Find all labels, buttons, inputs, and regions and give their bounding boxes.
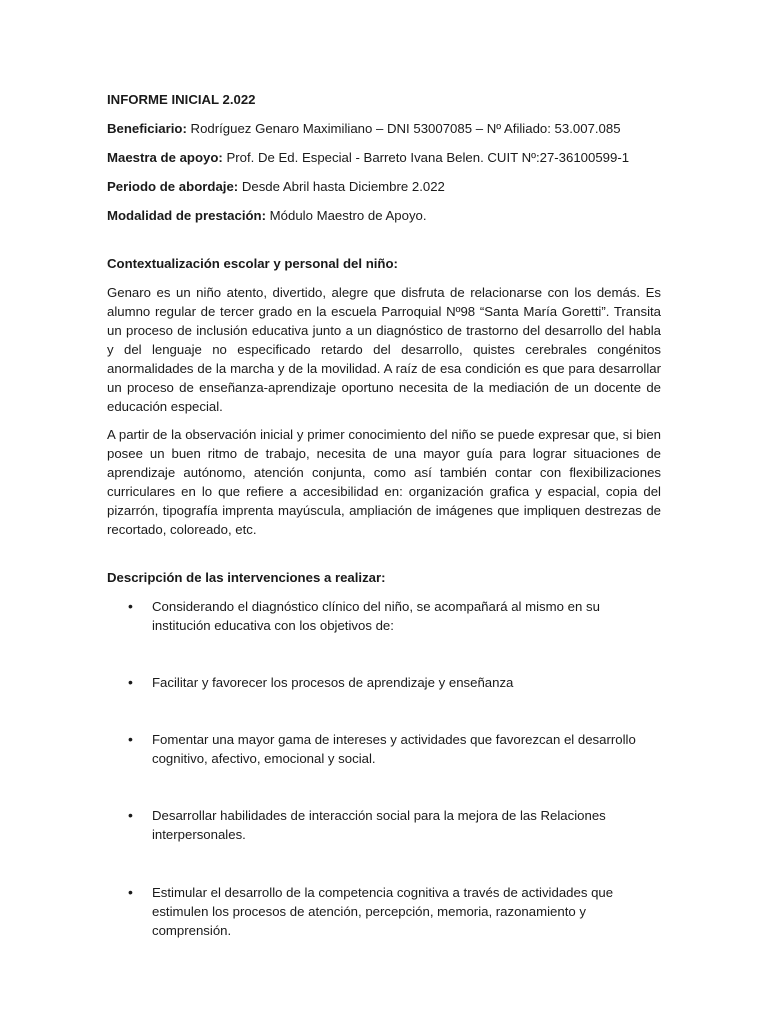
bullet-icon: • bbox=[128, 674, 133, 690]
bullet-icon: • bbox=[128, 731, 133, 747]
field-maestra-de-apoyo bbox=[107, 149, 661, 167]
context-heading: Contextualización escolar y personal del niño: bbox=[107, 256, 398, 271]
bullet-icon: • bbox=[128, 884, 133, 900]
field-periodo-de-abordaje bbox=[107, 178, 661, 196]
field-modalidad-de-prestacion bbox=[107, 207, 661, 225]
list-item bbox=[107, 730, 661, 768]
interventions-list bbox=[107, 597, 661, 940]
field-value: Prof. De Ed. Especial - Barreto Ivana Belen. CUIT Nº:27-36100599-1 bbox=[222, 150, 630, 165]
field-label: Periodo de abordaje: bbox=[107, 179, 239, 194]
field-beneficiario bbox=[107, 120, 661, 138]
list-item bbox=[107, 883, 661, 940]
field-value: Módulo Maestro de Apoyo. bbox=[266, 208, 427, 223]
list-item bbox=[107, 673, 661, 692]
list-item-text: Considerando el diagnóstico clínico del niño, se acompañará al mismo en su institución educativa con los objetivos de: bbox=[152, 599, 600, 633]
list-item bbox=[107, 597, 661, 635]
field-label: Beneficiario: bbox=[107, 121, 187, 136]
list-item-text: Desarrollar habilidades de interacción social para la mejora de las Relaciones interpersonales. bbox=[152, 808, 606, 842]
field-value: Desde Abril hasta Diciembre 2.022 bbox=[238, 179, 445, 194]
list-item-text: Facilitar y favorecer los procesos de aprendizaje y enseñanza bbox=[152, 675, 514, 690]
list-item-text: Fomentar una mayor gama de intereses y actividades que favorezcan el desarrollo cognitivo, afectivo, emocional y social. bbox=[152, 732, 636, 766]
bullet-icon: • bbox=[128, 598, 133, 614]
interventions-heading: Descripción de las intervenciones a realizar: bbox=[107, 570, 386, 585]
context-paragraph-2: A partir de la observación inicial y primer conocimiento del niño se puede expresar que, si bien posee un buen ritmo de trabajo, necesita de una mayor guía para lograr situaciones de aprendizaje autónomo, atención conjunta, como así también contar con flexibilizaciones curriculares en lo que refiere a accesibilidad en: organización grafica y espacial, copia del pizarrón, tipografía imprenta mayúscula, ampliación de imágenes que impliquen destrezas de recortado, coloreado, etc. bbox=[107, 427, 661, 537]
field-label: Modalidad de prestación: bbox=[107, 208, 267, 223]
list-item bbox=[107, 806, 661, 844]
context-paragraph-1: Genaro es un niño atento, divertido, alegre que disfruta de relacionarse con los demás. Es alumno regular de tercer grado en la escuela Parroquial Nº98 “Santa María Goretti”. Transita un proceso de inclusión educativa junto a un diagnóstico de trastorno del desarrollo del habla y del lenguaje no especificado retardo del desarrollo, quistes cerebrales congénitos anormalidades de la marcha y de la movilidad. A raíz de esa condición es que para desarrollar un proceso de enseñanza-aprendizaje oportuno necesita de la mediación de un docente de educación especial. bbox=[107, 285, 661, 414]
list-item-text: Estimular el desarrollo de la competencia cognitiva a través de actividades que estimulen los procesos de atención, percepción, memoria, razonamiento y comprensión. bbox=[152, 885, 614, 938]
field-value: Rodríguez Genaro Maximiliano – DNI 53007085 – Nº Afiliado: 53.007.085 bbox=[186, 121, 621, 136]
report-title: INFORME INICIAL 2.022 bbox=[107, 92, 256, 107]
field-label: Maestra de apoyo: bbox=[107, 150, 223, 165]
bullet-icon: • bbox=[128, 807, 133, 823]
